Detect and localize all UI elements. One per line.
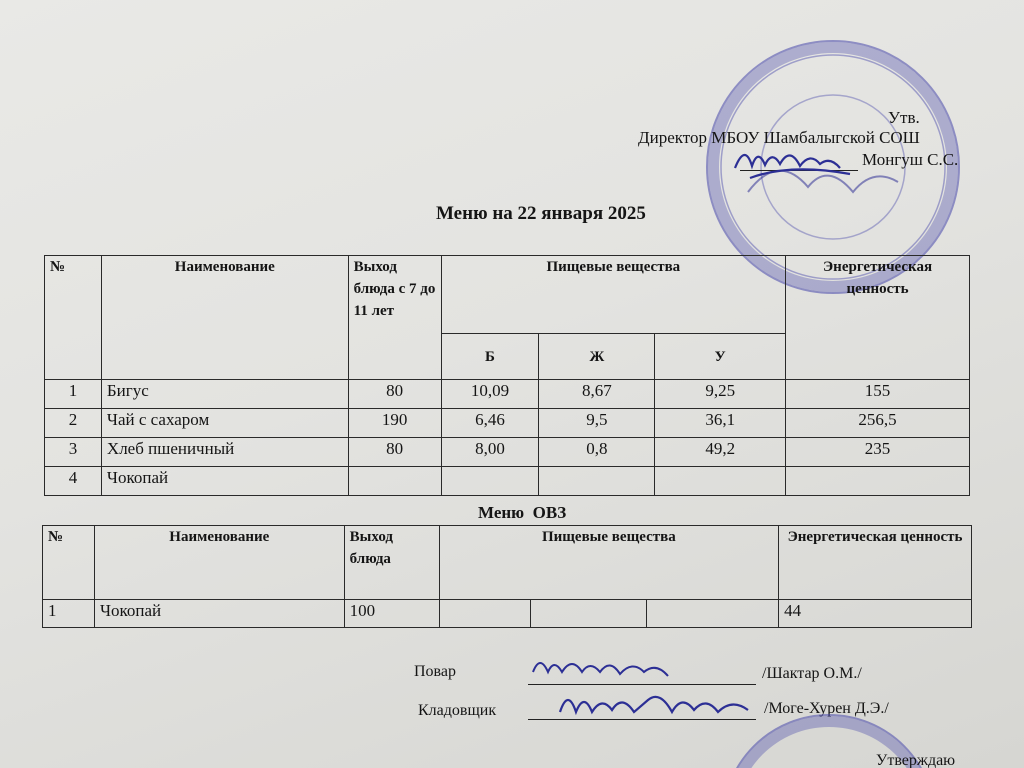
director-signature [730, 138, 860, 188]
row-name: Чай с сахаром [101, 409, 348, 438]
row-u: 49,2 [655, 438, 786, 467]
menu-table [44, 255, 970, 496]
row-energy: 155 [786, 380, 970, 409]
row-name: Хлеб пшеничный [101, 438, 348, 467]
row-zh: 8,67 [539, 380, 655, 409]
row-zh [539, 467, 655, 496]
row-b: 8,00 [441, 438, 539, 467]
storekeeper-name: /Моге-Хурен Д.Э./ [764, 700, 889, 717]
row-name: Бигус [101, 380, 348, 409]
col-header-name: Наименование [101, 256, 348, 380]
row-output: 80 [348, 380, 441, 409]
row-output: 100 [344, 600, 439, 628]
ovz-col-header-name: Наименование [94, 526, 344, 600]
row-b [439, 600, 531, 628]
row-zh: 0,8 [539, 438, 655, 467]
col-header-nutrients: Пищевые вещества [441, 256, 786, 334]
col-header-output: Выход блюда с 7 до 11 лет [348, 256, 441, 380]
col-header-zh: Ж [539, 334, 655, 380]
table-row [43, 600, 972, 628]
row-num: 3 [45, 438, 102, 467]
approve-word: Утв. [888, 108, 920, 127]
cook-label: Повар [414, 663, 456, 680]
row-output: 80 [348, 438, 441, 467]
row-b: 10,09 [441, 380, 539, 409]
row-output: 190 [348, 409, 441, 438]
bottom-approve-word: Утверждаю [876, 752, 956, 768]
director-name: Монгуш С.С. [862, 150, 959, 169]
table-row [45, 409, 970, 438]
ovz-title: Меню ОВЗ [478, 503, 567, 522]
row-energy: 256,5 [786, 409, 970, 438]
ovz-col-header-energy: Энергетическая ценность [779, 526, 972, 600]
row-u: 36,1 [655, 409, 786, 438]
row-name: Чокопай [94, 600, 344, 628]
table-row [45, 467, 970, 496]
row-u [655, 467, 786, 496]
row-num: 2 [45, 409, 102, 438]
ovz-col-header-nutrients: Пищевые вещества [439, 526, 778, 600]
row-name: Чокопай [101, 467, 348, 496]
row-zh: 9,5 [539, 409, 655, 438]
row-b: 6,46 [441, 409, 539, 438]
director-line: Директор МБОУ Шамбалыгской СОШ [638, 128, 920, 147]
page-title: Меню на 22 января 2025 [436, 203, 646, 224]
table-row [45, 438, 970, 467]
col-header-b: Б [441, 334, 539, 380]
col-header-energy: Энергетическая ценность [786, 256, 970, 380]
ovz-col-header-output: Выход блюда [344, 526, 439, 600]
row-energy [786, 467, 970, 496]
row-b [441, 467, 539, 496]
row-num: 1 [43, 600, 95, 628]
row-output [348, 467, 441, 496]
cook-name: /Шактар О.М./ [762, 665, 862, 682]
row-energy: 235 [786, 438, 970, 467]
storekeeper-signature [556, 682, 756, 726]
row-u [647, 600, 779, 628]
table-row [45, 380, 970, 409]
col-header-u: У [655, 334, 786, 380]
row-num: 1 [45, 380, 102, 409]
row-u: 9,25 [655, 380, 786, 409]
ovz-col-header-num: № [43, 526, 95, 600]
row-zh [531, 600, 647, 628]
row-num: 4 [45, 467, 102, 496]
ovz-table [42, 525, 972, 628]
col-header-num: № [45, 256, 102, 380]
storekeeper-label: Кладовщик [418, 702, 497, 719]
row-energy: 44 [779, 600, 972, 628]
